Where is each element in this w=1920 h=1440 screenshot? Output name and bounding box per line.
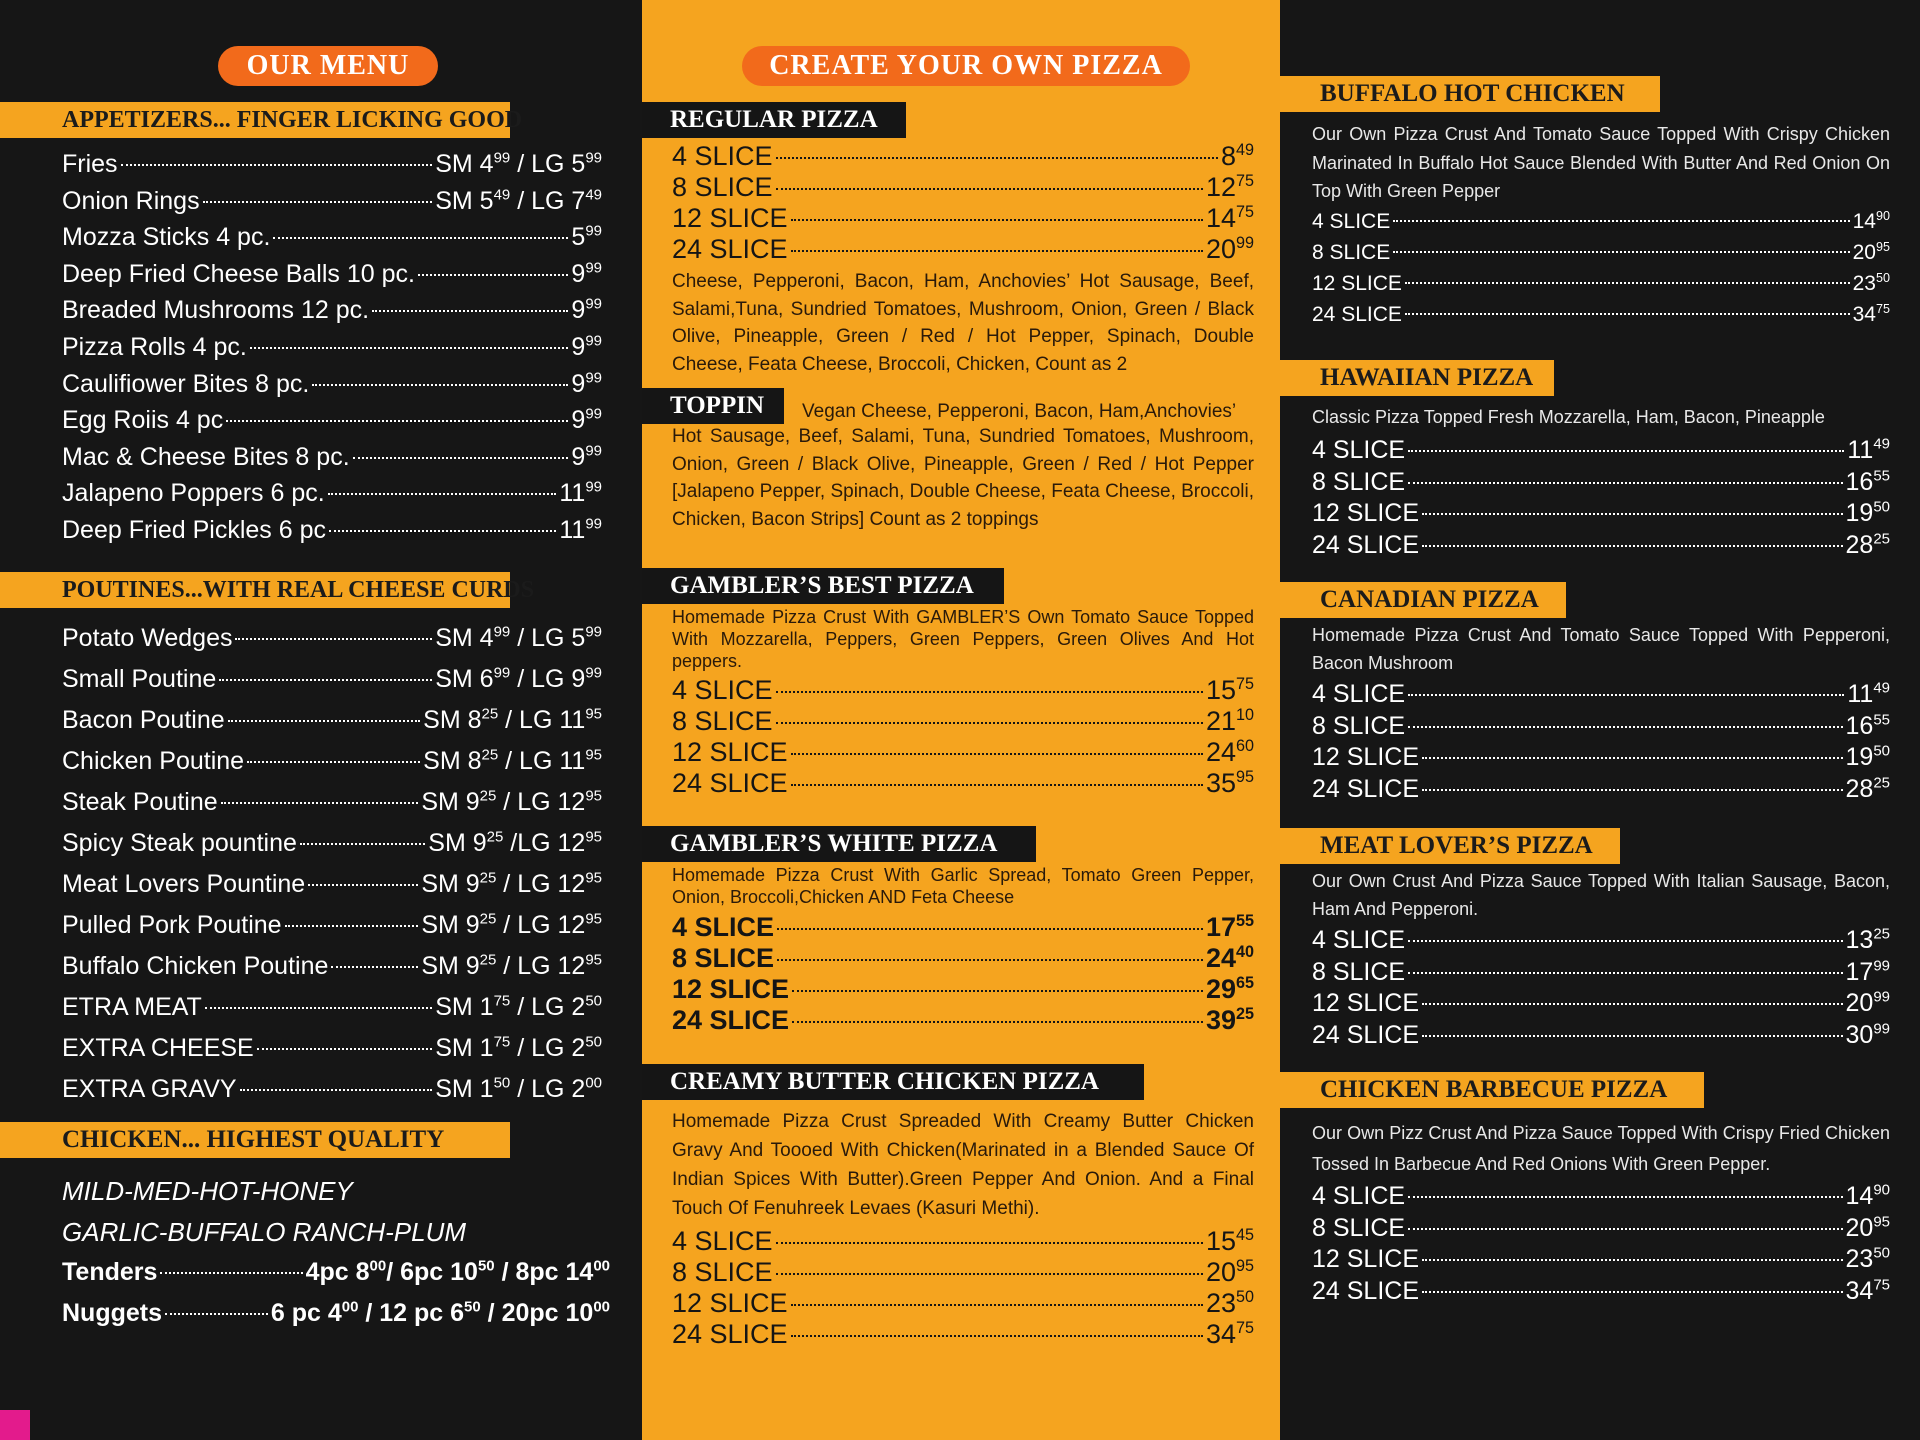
menu-item-row	[1312, 1214, 1890, 1243]
canadian-header: CANADIAN PIZZA	[1280, 582, 1566, 618]
dot-leader	[776, 691, 1203, 693]
dot-leader	[331, 966, 418, 968]
menu-item-name: 24 SLICE	[672, 234, 788, 264]
menu-item-row	[672, 943, 1254, 974]
dot-leader	[792, 990, 1203, 992]
menu-item-name: 12 SLICE	[672, 737, 788, 767]
menu-item-price: $34^{75}$	[1852, 302, 1890, 326]
menu-item-price: 4pc $8^{00}/$ 6pc $10^{50} / 8pc$ $14^{00}$	[305, 1257, 610, 1286]
dot-leader	[791, 1335, 1203, 1337]
menu-item-row	[62, 296, 602, 325]
menu-item-price: $23^{50}$	[1845, 1244, 1890, 1273]
dot-leader	[250, 347, 569, 349]
menu-item-row	[672, 1288, 1254, 1319]
dot-leader	[1408, 482, 1842, 484]
menu-item-price: $19^{50}$	[1845, 742, 1890, 771]
dot-leader	[1393, 220, 1849, 222]
dot-leader	[1408, 940, 1842, 942]
menu-item-name: 12 SLICE	[1312, 989, 1420, 1017]
dot-leader	[285, 925, 419, 927]
menu-item-price: $14^{75}$	[1205, 203, 1254, 233]
dot-leader	[792, 1021, 1203, 1023]
menu-item-price: $23^{50}$	[1852, 271, 1890, 295]
menu-item-name: 12 SLICE	[672, 974, 790, 1004]
dot-leader	[257, 1048, 432, 1050]
menu-item-row	[672, 974, 1254, 1005]
middle-panel	[642, 0, 1280, 1440]
dot-leader	[1422, 545, 1842, 547]
menu-item-row	[672, 141, 1254, 172]
butter-chicken-desc: Homemade Pizza Crust Spreaded With Creamy Butter Chicken Gravy And Toooed With Chicken(Marinated in a Blended Sauce Of Indian Spices With Butter).Green Pepper And Onion. And a Final Touch Of Fenuhreek Levaes (Kasuri Methi).	[672, 1111, 1254, 1219]
menu-item-price: $11^{49}$	[1847, 679, 1890, 708]
menu-item-name: 8 SLICE	[672, 943, 775, 973]
dot-leader	[1393, 251, 1849, 253]
toppin-desc: Hot Sausage, Beef, Salami, Tuna, Sundried Tomatoes, Mushroom, Onion, Green / Black Olive, Pineapple, Green / Red / Hot Pepper [Jalapeno Pepper, Spinach, Double Cheese, Feata Cheese, Broccoli, Chicken, Bacon Strips] Count as 2 toppings	[672, 426, 1254, 530]
menu-item-price: $23^{50}$	[1205, 1288, 1254, 1318]
menu-item-price: $39^{25}$	[1205, 1005, 1254, 1035]
menu-item-price: $24^{60}$	[1205, 737, 1254, 767]
menu-item-row	[62, 370, 602, 399]
toppin-desc-first: Vegan Cheese, Pepperoni, Bacon, Ham,Anchovies’	[802, 401, 1237, 422]
dot-leader	[160, 1272, 302, 1274]
menu-item-price: $28^{25}$	[1845, 530, 1890, 559]
menu-item-name: 12 SLICE	[672, 203, 788, 233]
menu-item-price: $20^{95}$	[1845, 1213, 1890, 1242]
menu-item-price: $16^{55}$	[1845, 711, 1890, 740]
menu-item-price: $34^{75}$	[1845, 1276, 1890, 1305]
menu-item-row	[1312, 303, 1890, 327]
menu-item-name: 24 SLICE	[1312, 530, 1420, 559]
menu-item-row	[1312, 1245, 1890, 1274]
chicken-flavors-1: MILD-MED-HOT-HONEY	[62, 1176, 353, 1206]
dot-leader	[791, 753, 1203, 755]
dot-leader	[1422, 789, 1842, 791]
menu-item-price: $9^{99}$	[571, 332, 602, 361]
menu-item-name: 4 SLICE	[672, 141, 773, 171]
menu-item-row	[62, 333, 602, 362]
chicken-flavors-2: GARLIC-BUFFALO RANCH-PLUM	[62, 1217, 467, 1247]
menu-item-price: $9^{99}$	[571, 405, 602, 435]
menu-item-price: SM $1^{50}$ / LG $2^{00}$	[435, 1074, 602, 1103]
menu-item-price: $20^{95}$	[1205, 1257, 1254, 1287]
menu-item-row	[62, 516, 602, 545]
menu-item-name: Onion Rings	[62, 186, 200, 215]
dot-leader	[776, 1242, 1203, 1244]
menu-item-name: Bacon Poutine	[62, 706, 225, 734]
menu-item-row	[62, 223, 602, 252]
menu-item-row	[62, 1075, 602, 1104]
menu-item-name: 4 SLICE	[672, 912, 775, 942]
menu-item-price: SM $9^{25}$ /LG $12^{95}$	[428, 828, 602, 857]
menu-item-name: Egg Roiis 4 pc	[62, 406, 224, 435]
menu-item-row	[1312, 958, 1890, 987]
bbq-header: CHICKEN BARBECUE PIZZA	[1280, 1072, 1704, 1108]
corner-accent	[0, 1410, 30, 1440]
menu-item-name: Meat Lovers Pountine	[62, 870, 306, 898]
menu-item-price: $30^{99}$	[1845, 1020, 1890, 1049]
menu-item-price: SM $4^{99}$ / LG $5^{99}$	[435, 623, 602, 652]
menu-item-row	[672, 1319, 1254, 1350]
menu-item-name: 8 SLICE	[1312, 711, 1406, 740]
menu-item-price: $9^{99}$	[571, 296, 602, 325]
menu-item-name: Caulifiower Bites 8 pc.	[62, 369, 310, 398]
menu-item-name: 8 SLICE	[672, 1257, 773, 1287]
menu-item-row	[1312, 743, 1890, 772]
menu-item-name: 8 SLICE	[1312, 1213, 1406, 1242]
menu-item-price: $14^{90}$	[1845, 1181, 1890, 1210]
menu-item-row	[672, 1005, 1254, 1036]
menu-item-row	[62, 1299, 610, 1328]
menu-item-row	[1312, 1021, 1890, 1050]
right-panel	[1280, 0, 1920, 1440]
dot-leader	[226, 420, 568, 422]
dot-leader	[791, 219, 1203, 221]
menu-item-price: SM $1^{75}$ / LG $2^{50}$	[435, 992, 602, 1021]
gamblers-best-header: GAMBLER’S BEST PIZZA	[642, 568, 1004, 604]
dot-leader	[312, 384, 568, 386]
regular-pizza-desc: Cheese, Pepperoni, Bacon, Ham, Anchovies’ Hot Sausage, Beef, Salami,Tuna, Sundried Tomatoes, Mushroom, Onion, Green / Black Olive, Pineapple, Green / Red / Hot Pepper, Spinach, Double Cheese, Feata Cheese, Broccoli, Chicken, Count as 2	[672, 271, 1254, 375]
menu-item-name: 4 SLICE	[1312, 436, 1406, 464]
poutines-header: POUTINES...WITH REAL CHEESE CURDS	[0, 572, 510, 608]
dot-leader	[776, 157, 1218, 159]
dot-leader	[791, 784, 1203, 786]
menu-item-row	[1312, 272, 1890, 296]
menu-item-name: 4 SLICE	[672, 1226, 773, 1256]
dot-leader	[329, 530, 556, 532]
menu-item-row	[62, 993, 602, 1022]
menu-item-price: $35^{95}$	[1205, 768, 1254, 798]
menu-item-price: $14^{90}$	[1852, 209, 1890, 233]
dot-leader	[273, 237, 568, 239]
our-menu-title: OUR MENU	[218, 46, 438, 86]
menu-item-row	[672, 675, 1254, 706]
menu-item-name: 8 SLICE	[672, 172, 773, 202]
menu-item-name: 8 SLICE	[672, 706, 773, 736]
gamblers-white-header: GAMBLER’S WHITE PIZZA	[642, 826, 1036, 862]
menu-item-row	[1312, 210, 1890, 234]
menu-item-name: Deep Fried Pickles 6 pc	[62, 516, 327, 544]
menu-item-name: ETRA MEAT	[62, 993, 202, 1021]
menu-item-row	[1312, 680, 1890, 709]
hawaiian-header: HAWAIIAN PIZZA	[1280, 360, 1554, 396]
left-panel	[0, 0, 642, 1440]
toppin-header: TOPPIN	[642, 388, 784, 424]
dot-leader	[165, 1313, 268, 1315]
menu-item-row	[1312, 499, 1890, 528]
menu-item-row	[62, 952, 602, 981]
menu-item-name: 24 SLICE	[672, 768, 788, 798]
dot-leader	[219, 679, 432, 681]
dot-leader	[372, 310, 568, 312]
menu-item-row	[62, 1034, 602, 1063]
menu-item-row	[672, 1257, 1254, 1288]
dot-leader	[1405, 313, 1850, 315]
menu-item-price: $20^{99}$	[1845, 988, 1890, 1017]
dot-leader	[1422, 1003, 1842, 1005]
menu-item-row	[62, 260, 602, 289]
menu-item-name: Spicy Steak pountine	[62, 829, 297, 857]
menu-item-price: $17^{99}$	[1845, 957, 1890, 986]
menu-item-name: Steak Poutine	[62, 788, 218, 816]
menu-item-row	[672, 172, 1254, 203]
dot-leader	[1408, 450, 1844, 452]
dot-leader	[1422, 1035, 1842, 1037]
menu-item-name: 4 SLICE	[1312, 926, 1406, 954]
menu-item-name: 12 SLICE	[1312, 1245, 1420, 1273]
menu-item-name: 24 SLICE	[672, 1319, 788, 1349]
dot-leader	[1408, 726, 1842, 728]
menu-item-price: $15^{75}$	[1205, 675, 1254, 705]
menu-item-name: Breaded Mushrooms 12 pc.	[62, 296, 370, 325]
menu-item-price: SM $9^{25}$ / LG $12^{95}$	[421, 787, 602, 816]
menu-item-name: 12 SLICE	[1312, 499, 1420, 527]
menu-item-name: Pulled Pork Poutine	[62, 911, 282, 939]
menu-item-row	[1312, 926, 1890, 955]
gamblers-white-desc: Homemade Pizza Crust With Garlic Spread, Tomato Green Pepper, Onion, Broccoli,Chicken AND Feta Cheese	[672, 865, 1254, 907]
menu-item-row	[672, 768, 1254, 799]
menu-item-row	[62, 706, 602, 735]
butter-chicken-header: CREAMY BUTTER CHICKEN PIZZA	[642, 1064, 1144, 1100]
hawaiian-desc: Classic Pizza Topped Fresh Mozzarella, Ham, Bacon, Pineapple	[1312, 407, 1825, 427]
menu-item-row	[672, 737, 1254, 768]
buffalo-header: BUFFALO HOT CHICKEN	[1280, 76, 1660, 112]
menu-item-name: Mozza Sticks 4 pc.	[62, 223, 271, 252]
menu-item-price: $28^{25}$	[1845, 774, 1890, 803]
menu-item-name: Pizza Rolls 4 pc.	[62, 333, 247, 361]
menu-item-row	[672, 234, 1254, 265]
menu-item-name: Mac & Cheese Bites 8 pc.	[62, 442, 350, 471]
dot-leader	[1405, 282, 1850, 284]
menu-item-price: SM $1^{75}$ / LG $2^{50}$	[435, 1033, 602, 1062]
menu-item-row	[62, 479, 602, 508]
menu-item-row	[62, 747, 602, 776]
menu-item-price: $16^{55}$	[1845, 467, 1890, 496]
menu-item-price: $24^{40}$	[1205, 943, 1254, 973]
menu-item-price: $11^{49}$	[1847, 435, 1890, 464]
menu-item-name: EXTRA CHEESE	[62, 1034, 254, 1062]
menu-item-row	[62, 788, 602, 817]
menu-item-row	[1312, 436, 1890, 465]
menu-item-name: 4 SLICE	[1312, 210, 1391, 233]
bbq-desc: Our Own Pizz Crust And Pizza Sauce Topped With Crispy Fried Chicken Tossed In Barbecue And Red Onions With Green Pepper.	[1312, 1123, 1890, 1174]
menu-item-name: Tenders	[62, 1258, 158, 1286]
dot-leader	[1422, 1291, 1842, 1293]
menu-item-price: $9^{99}$	[571, 442, 602, 471]
meat-lover-desc: Our Own Crust And Pizza Sauce Topped With Italian Sausage, Bacon, Ham And Pepperoni.	[1312, 871, 1890, 919]
menu-item-row	[62, 665, 602, 694]
dot-leader	[776, 722, 1203, 724]
menu-item-name: 12 SLICE	[672, 1288, 788, 1318]
menu-item-name: Small Poutine	[62, 665, 217, 693]
menu-item-price: $11^{99}$	[559, 479, 602, 508]
menu-item-row	[1312, 1277, 1890, 1306]
menu-item-price: $9^{99}$	[571, 369, 602, 398]
menu-item-row	[62, 911, 602, 940]
dot-leader	[308, 884, 418, 886]
dot-leader	[353, 457, 569, 459]
menu-item-price: $29^{65}$	[1205, 974, 1254, 1004]
menu-item-price: $12^{75}$	[1205, 172, 1254, 202]
menu-item-name: Potato Wedges	[62, 624, 233, 652]
dot-leader	[203, 201, 433, 203]
dot-leader	[228, 720, 421, 722]
menu-item-price: $21^{10}$	[1205, 706, 1254, 736]
menu-item-price: SM $9^{25}$ / LG $12^{95}$	[421, 951, 602, 980]
menu-item-row	[62, 1258, 610, 1287]
menu-item-row	[1312, 712, 1890, 741]
menu-item-price: SM $9^{25}$ / LG $12^{95}$	[421, 910, 602, 939]
menu-item-name: 8 SLICE	[1312, 241, 1391, 264]
menu-item-name: 24 SLICE	[1312, 1020, 1420, 1049]
dot-leader	[240, 1089, 433, 1091]
menu-item-row	[672, 912, 1254, 943]
dot-leader	[221, 802, 419, 804]
menu-item-name: 4 SLICE	[1312, 1182, 1406, 1210]
dot-leader	[247, 761, 420, 763]
menu-item-price: $34^{75}$	[1205, 1319, 1254, 1349]
menu-item-name: 12 SLICE	[1312, 272, 1402, 295]
menu-item-name: 24 SLICE	[1312, 303, 1402, 326]
menu-item-row	[1312, 241, 1890, 265]
gamblers-best-desc: Homemade Pizza Crust With GAMBLER’S Own Tomato Sauce Topped With Mozzarella, Peppers, Green Peppers, Green Olives And Hot peppers.	[672, 607, 1254, 671]
menu-item-name: 8 SLICE	[1312, 957, 1406, 986]
menu-item-price: $13^{25}$	[1845, 925, 1890, 954]
chicken-header: CHICKEN... HIGHEST QUALITY	[0, 1122, 510, 1158]
menu-item-row	[62, 406, 602, 435]
dot-leader	[1408, 694, 1844, 696]
canadian-desc: Homemade Pizza Crust And Tomato Sauce Topped With Pepperoni, Bacon Mushroom	[1312, 625, 1890, 673]
menu-item-name: Nuggets	[62, 1299, 162, 1327]
menu-item-row	[62, 624, 602, 653]
menu-item-name: 24 SLICE	[1312, 774, 1420, 803]
menu-item-name: Buffalo Chicken Poutine	[62, 952, 329, 980]
menu-item-row	[62, 443, 602, 472]
dot-leader	[777, 928, 1203, 930]
menu-item-price: $17^{55}$	[1205, 912, 1254, 942]
menu-item-name: 4 SLICE	[1312, 680, 1406, 708]
menu-item-row	[1312, 989, 1890, 1018]
menu-item-row	[1312, 531, 1890, 560]
dot-leader	[205, 1007, 432, 1009]
menu-item-row	[62, 150, 602, 179]
menu-item-row	[62, 829, 602, 858]
menu-item-price: SM $9^{25}$ / LG $12^{95}$	[421, 869, 602, 898]
menu-item-name: 8 SLICE	[1312, 467, 1406, 496]
menu-item-row	[1312, 775, 1890, 804]
menu-item-price: $9^{99}$	[571, 259, 602, 288]
menu-item-name: 24 SLICE	[672, 1005, 790, 1035]
menu-item-name: EXTRA GRAVY	[62, 1075, 237, 1103]
dot-leader	[121, 164, 433, 166]
menu-item-name: Fries	[62, 150, 118, 178]
dot-leader	[418, 274, 568, 276]
dot-leader	[235, 638, 432, 640]
menu-item-name: 4 SLICE	[672, 675, 773, 705]
menu-item-price: $20^{99}$	[1205, 234, 1254, 264]
dot-leader	[1408, 972, 1842, 974]
dot-leader	[300, 843, 425, 845]
menu-item-price: $11^{99}$	[559, 515, 602, 544]
menu-item-price: $5^{99}$	[571, 222, 602, 252]
menu-item-price: SM $8^{25}$ / LG $11^{95}$	[423, 705, 602, 734]
menu-item-name: Deep Fried Cheese Balls 10 pc.	[62, 259, 415, 288]
menu-item-name: 12 SLICE	[1312, 743, 1420, 771]
dot-leader	[1408, 1228, 1842, 1230]
create-your-own-title: CREATE YOUR OWN PIZZA	[742, 46, 1190, 86]
dot-leader	[1408, 1196, 1842, 1198]
menu-item-price: 6 pc $4^{00} / 12$ pc $6^{50} / 20pc$ $10^{00}$	[270, 1298, 610, 1327]
menu-item-price: SM $5^{49}$ / LG $7^{49}$	[435, 186, 602, 215]
dot-leader	[791, 1304, 1203, 1306]
menu-item-name: Jalapeno Poppers 6 pc.	[62, 479, 325, 508]
regular-pizza-header: REGULAR PIZZA	[642, 102, 906, 138]
dot-leader	[1422, 1259, 1842, 1261]
menu-item-price: SM $6^{99}$ / LG $9^{99}$	[435, 664, 602, 693]
menu-item-price: $19^{50}$	[1845, 498, 1890, 527]
menu-item-row	[1312, 468, 1890, 497]
appetizers-header: APPETIZERS... FINGER LICKING GOOD	[0, 102, 510, 138]
dot-leader	[776, 1273, 1203, 1275]
menu-item-row	[62, 187, 602, 216]
menu-item-price: $20^{95}$	[1852, 240, 1890, 264]
menu-item-name: 24 SLICE	[1312, 1276, 1420, 1305]
buffalo-desc: Our Own Pizza Crust And Tomato Sauce Topped With Crispy Chicken Marinated In Buffalo Hot Sauce Blended With Butter And Red Onion On Top With Green Pepper	[1312, 124, 1890, 201]
menu-item-row	[62, 870, 602, 899]
menu-item-name: Chicken Poutine	[62, 747, 245, 775]
menu-item-row	[672, 203, 1254, 234]
dot-leader	[328, 493, 557, 495]
dot-leader	[776, 188, 1203, 190]
dot-leader	[777, 959, 1203, 961]
dot-leader	[1422, 513, 1842, 515]
menu-item-row	[672, 706, 1254, 737]
menu-item-price: $15^{45}$	[1205, 1226, 1254, 1256]
menu-item-price: SM $8^{25}$ / LG $11^{95}$	[423, 746, 602, 775]
menu-item-price: SM $4^{99}$ / LG $5^{99}$	[435, 149, 602, 178]
meat-lover-header: MEAT LOVER’S PIZZA	[1280, 828, 1620, 864]
menu-item-row	[1312, 1182, 1890, 1211]
menu-item-price: $8^{49}$	[1220, 141, 1254, 171]
menu-item-row	[672, 1226, 1254, 1257]
dot-leader	[1422, 757, 1842, 759]
dot-leader	[791, 250, 1203, 252]
